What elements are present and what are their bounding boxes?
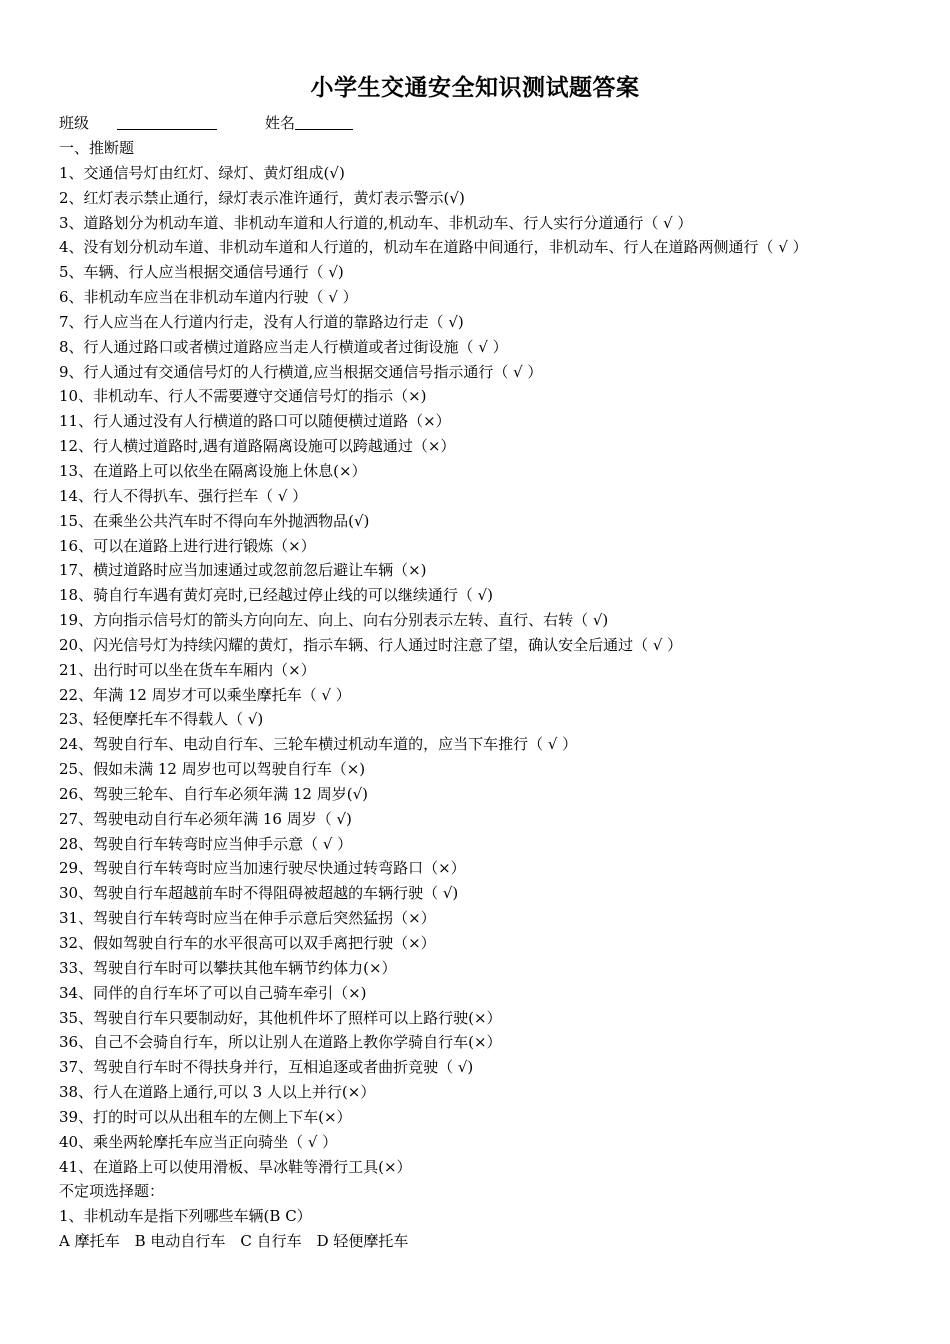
section-heading-multiple-choice: 不定项选择题：: [59, 1182, 165, 1201]
judgment-question-list: [59, 161, 939, 1180]
judgment-question-item: 33、驾驶自行车时可以攀扶其他车辆节约体力(×）: [59, 958, 397, 977]
judgment-question-item: 25、假如未满 12 周岁也可以驾驶自行车（×): [59, 760, 366, 779]
judgment-question-item: 38、行人在道路上通行,可以 3 人以上并行(×）: [59, 1083, 376, 1102]
judgment-question-item: 40、乘坐两轮摩托车应当正向骑坐（ √ ）: [59, 1132, 338, 1151]
judgment-question-item: 28、驾驶自行车转弯时应当伸手示意（ √ ）: [59, 834, 353, 853]
judgment-question-item: 6、非机动车应当在非机动车道内行驶（ √ ）: [59, 288, 358, 307]
judgment-question-item: 18、骑自行车遇有黄灯亮时,已经越过停止线的可以继续通行（ √): [59, 586, 494, 605]
document-title: 小学生交通安全知识测试题答案: [310, 75, 640, 101]
judgment-question-item: 36、自己不会骑自行车，所以让别人在道路上教你学骑自行车(×）: [59, 1033, 502, 1052]
choice-question: 1、非机动车是指下列哪些车辆(B C）: [59, 1207, 312, 1226]
judgment-question-item: 22、年满 12 周岁才可以乘坐摩托车（ √ ）: [59, 685, 351, 704]
judgment-question-item: 27、驾驶电动自行车必须年满 16 周岁（ √): [59, 809, 352, 828]
judgment-question-item: 8、行人通过路口或者横过道路应当走人行横道或者过街设施（ √ ）: [59, 337, 508, 356]
judgment-question-item: 29、驾驶自行车转弯时应当加速行驶尽快通过转弯路口（×）: [59, 859, 466, 878]
judgment-question-item: 10、非机动车、行人不需要遵守交通信号灯的指示（×): [59, 387, 427, 406]
judgment-question-item: 20、闪光信号灯为持续闪耀的黄灯，指示车辆、行人通过时注意了望，确认安全后通过（ √ ）: [59, 635, 683, 654]
judgment-question-item: 21、出行时可以坐在货车车厢内（×）: [59, 660, 316, 679]
judgment-question-item: 4、没有划分机动车道、非机动车道和人行道的，机动车在道路中间通行，非机动车、行人在道路两侧通行（ √ ）: [59, 238, 808, 257]
class-blank-line: [117, 111, 217, 130]
judgment-question-item: 13、在道路上可以依坐在隔离设施上休息(×）: [59, 461, 367, 480]
judgment-question-item: 34、同伴的自行车坏了可以自己骑车牵引（×): [59, 983, 367, 1002]
judgment-question-item: 32、假如驾驶自行车的水平很高可以双手离把行驶（×）: [59, 934, 436, 952]
judgment-question-item: 1、交通信号灯由红灯、绿灯、黄灯组成(√): [59, 163, 345, 182]
judgment-question-item: 12、行人横过道路时,遇有道路隔离设施可以跨越通过（×）: [59, 437, 456, 456]
judgment-question-item: 14、行人不得扒车、强行拦车（ √ ）: [59, 486, 308, 505]
judgment-question-item: 26、驾驶三轮车、自行车必须年满 12 周岁(√): [59, 784, 368, 803]
document-body: [59, 136, 939, 1254]
judgment-question-item: 23、轻便摩托车不得载人（ √): [59, 710, 264, 729]
student-info-row: [59, 111, 353, 135]
judgment-question-item: 31、驾驶自行车转弯时应当在伸手示意后突然猛拐（×）: [59, 909, 436, 928]
judgment-question-item: 19、方向指示信号灯的箭头方向向左、向上、向右分别表示左转、直行、右转（ √): [59, 611, 609, 630]
judgment-question-item: 35、驾驶自行车只要制动好，其他机件坏了照样可以上路行驶(×）: [59, 1008, 502, 1027]
choice-options: A 摩托车 B 电动自行车 C 自行车 D 轻便摩托车: [59, 1232, 409, 1251]
name-label: 姓名: [265, 114, 296, 132]
name-blank-line: [295, 111, 353, 130]
judgment-question-item: 5、车辆、行人应当根据交通信号通行（ √): [59, 263, 344, 282]
judgment-question-item: 39、打的时可以从出租车的左侧上下车(×）: [59, 1107, 352, 1126]
judgment-question-item: 3、道路划分为机动车道、非机动车道和人行道的,机动车、非机动车、行人实行分道通行（ √ ）: [59, 213, 693, 232]
judgment-question-item: 24、驾驶自行车、电动自行车、三轮车横过机动车道的，应当下车推行（ √ ）: [59, 735, 578, 754]
judgment-question-item: 37、驾驶自行车时不得扶身并行，互相追逐或者曲折竞驶（ √): [59, 1058, 474, 1077]
judgment-question-item: 41、在道路上可以使用滑板、旱冰鞋等滑行工具(×）: [59, 1157, 412, 1176]
judgment-question-item: 2、红灯表示禁止通行，绿灯表示准许通行，黄灯表示警示(√): [59, 188, 465, 207]
judgment-question-item: 7、行人应当在人行道内行走，没有人行道的靠路边行走（ √): [59, 312, 464, 331]
judgment-question-item: 17、横过道路时应当加速通过或忽前忽后避让车辆（×): [59, 561, 427, 580]
judgment-question-item: 16、可以在道路上进行进行锻炼（×）: [59, 536, 316, 555]
judgment-question-item: 15、在乘坐公共汽车时不得向车外抛洒物品(√): [59, 511, 370, 530]
judgment-question-item: 11、行人通过没有人行横道的路口可以随便横过道路（×）: [59, 412, 451, 431]
class-label: 班级: [59, 114, 90, 132]
judgment-question-item: 30、驾驶自行车超越前车时不得阻碍被超越的车辆行驶（ √): [59, 884, 459, 903]
section-heading-judgment: 一、推断题: [59, 139, 135, 157]
judgment-question-item: 9、行人通过有交通信号灯的人行横道,应当根据交通信号指示通行（ √ ）: [59, 362, 543, 381]
